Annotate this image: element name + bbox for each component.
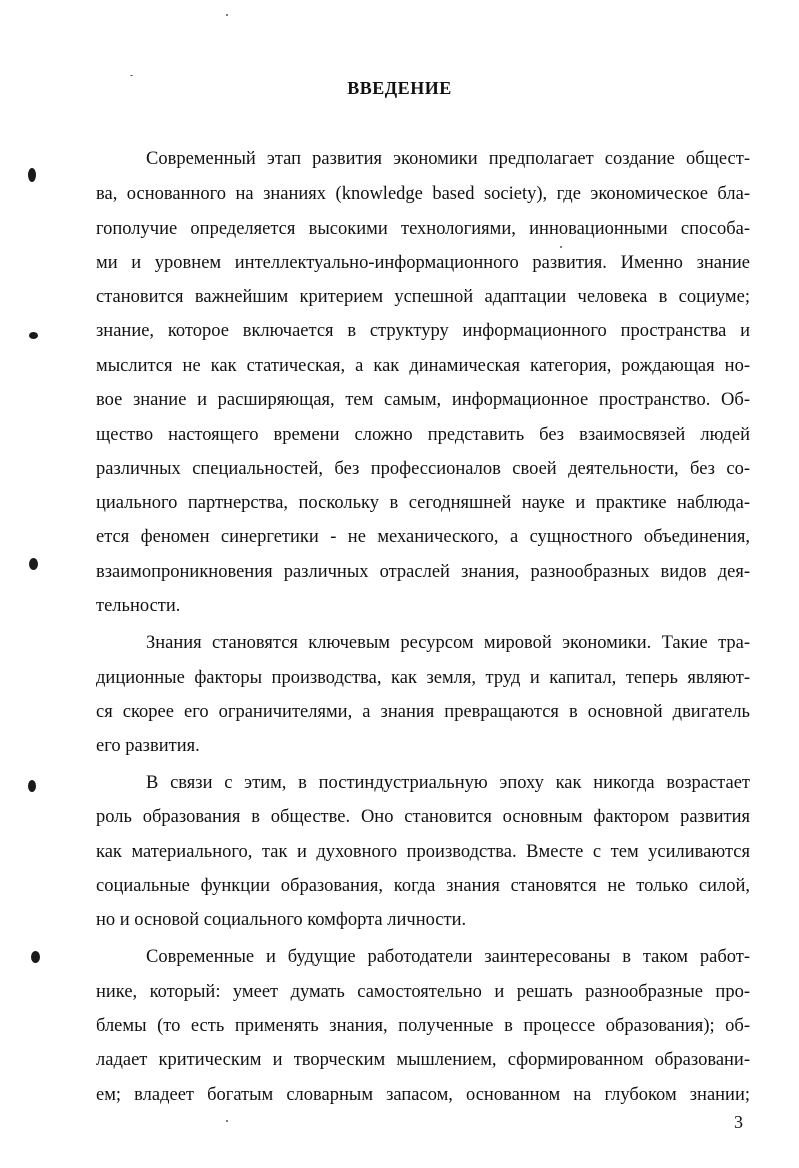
page-title: ВВЕДЕНИЕ <box>347 78 452 98</box>
text-line: гополучие определяется высокими технологиями, инновационными способа- <box>96 219 750 239</box>
scan-mark <box>31 951 40 963</box>
text-line: различных специальностей, без профессионалов своей деятельности, без со- <box>96 459 750 479</box>
text-line: тельности. <box>96 596 181 616</box>
text-line: ем; владеет богатым словарным запасом, основанном на глубоком знании; <box>96 1085 750 1105</box>
text-line: знание, которое включается в структуру информационного пространства и <box>96 321 750 341</box>
text-line: мыслится не как статическая, а как динамическая категория, рождающая но- <box>96 356 750 376</box>
scan-mark <box>29 332 38 339</box>
text-line: социальные функции образования, когда знания становятся не только силой, <box>96 876 750 896</box>
scan-speck <box>560 246 562 248</box>
text-line: Знания становятся ключевым ресурсом мировой экономики. Такие тра- <box>146 633 750 653</box>
text-line: ми и уровнем интеллектуально-информационного развития. Именно знание <box>96 253 750 273</box>
text-line: блемы (то есть применять знания, полученные в процессе образования); об- <box>96 1016 750 1036</box>
scan-speck <box>226 14 228 16</box>
scan-speck <box>226 1120 228 1122</box>
text-line: ся скорее его ограничителями, а знания превращаются в основной двигатель <box>96 702 750 722</box>
text-line: ладает критическим и творческим мышлением, сформированном образовани- <box>96 1050 750 1070</box>
text-line: щество настоящего времени сложно представить без взаимосвязей людей <box>96 425 750 445</box>
text-line: диционные факторы производства, как земля, труд и капитал, теперь являют- <box>96 668 750 688</box>
page-number: 3 <box>734 1112 743 1132</box>
text-line: Современные и будущие работодатели заинтересованы в таком работ- <box>146 947 750 967</box>
text-line: становится важнейшим критерием успешной адаптации человека в социуме; <box>96 287 750 307</box>
text-line: Современный этап развития экономики предполагает создание общест- <box>146 149 750 169</box>
text-line: но и основой социального комфорта личности. <box>96 910 467 930</box>
text-line: его развития. <box>96 736 200 756</box>
text-line: роль образования в обществе. Оно становится основным фактором развития <box>96 807 750 827</box>
text-line: как материального, так и духовного производства. Вместе с тем усиливаются <box>96 842 750 862</box>
text-line: вое знание и расширяющая, тем самым, информационное пространство. Об- <box>96 390 750 410</box>
text-line: ва, основанного на знаниях (knowledge based society), где экономическое бла- <box>96 184 750 204</box>
scan-speck <box>130 75 133 76</box>
scan-mark <box>28 780 36 792</box>
text-line: циального партнерства, поскольку в сегодняшней науке и практике наблюда- <box>96 493 750 513</box>
scan-mark <box>28 168 36 182</box>
scan-mark <box>29 558 38 570</box>
text-line: ется феномен синергетики - не механического, а сущностного объединения, <box>96 527 750 547</box>
text-line: В связи с этим, в постиндустриальную эпоху как никогда возрастает <box>146 773 750 793</box>
text-line: нике, который: умеет думать самостоятельно и решать разнообразные про- <box>96 982 750 1002</box>
text-line: взаимопроникновения различных отраслей знания, разнообразных видов дея- <box>96 562 750 582</box>
